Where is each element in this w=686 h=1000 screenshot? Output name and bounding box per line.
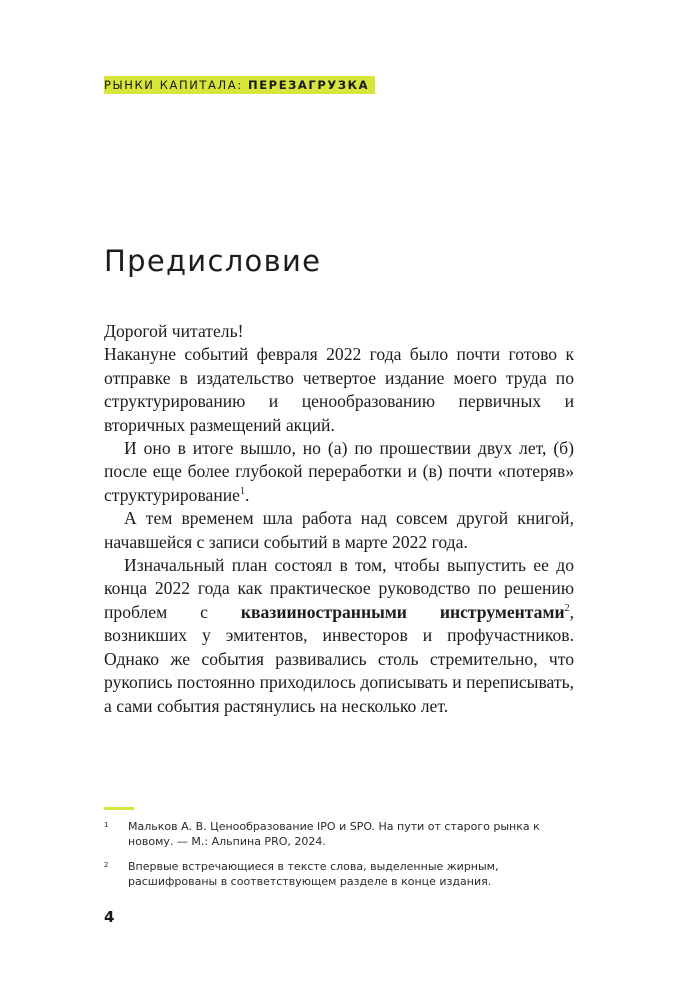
paragraph-greeting: Дорогой читатель! xyxy=(104,321,244,341)
footnote-ref-2[interactable]: 2 xyxy=(564,603,570,615)
glossary-term: квазииностранными инструментами xyxy=(240,601,565,622)
paragraph-2-end: . xyxy=(244,484,250,505)
running-head-book-title: ПЕРЕЗАГРУЗКА xyxy=(247,78,370,92)
footnote-1 xyxy=(104,819,574,849)
paragraph-1: Накануне событий февраля 2022 года было почти готово к отправке в издательство четвертое издание моего труда по структурированию и ценообразованию первичных и вторичных размещений акций. xyxy=(104,344,574,435)
footnote-ref-1[interactable]: 1 xyxy=(239,485,245,497)
running-head xyxy=(104,76,375,94)
paragraph-4-start: Изначальный план состоял в том, чтобы выпустить ее до конца 2022 года как практическое руководство по решению проблем с xyxy=(104,555,574,622)
footnote-text: Мальков А. В. Ценообразование IPO и SPO. На пути от старого рынка к новому. — М.: Альпина PRO, 2024. xyxy=(128,820,540,848)
footnote-number: 2 xyxy=(104,861,109,869)
body-text xyxy=(104,320,574,718)
footnotes xyxy=(104,819,574,899)
paragraph-2-text: И оно в итоге вышло, но (а) по прошествии двух лет, (б) после еще более глубокой переработки и (в) почти «потеряв» структурирование xyxy=(104,438,574,505)
page-number: 4 xyxy=(104,908,115,926)
footnote-number: 1 xyxy=(104,821,109,829)
running-head-series: РЫНКИ КАПИТАЛА: xyxy=(104,78,248,92)
footnote-text: Впервые встречающиеся в тексте слова, выделенные жирным, расшифрованы в соответствующем разделе в конце издания. xyxy=(128,860,499,888)
chapter-title: Предисловие xyxy=(104,244,322,278)
paragraph-3: А тем временем шла работа над совсем другой книгой, начавшейся с записи событий в марте 2022 года. xyxy=(104,508,574,552)
paragraph-2 xyxy=(104,437,574,507)
paragraph-4 xyxy=(104,554,574,718)
footnote-2 xyxy=(104,859,574,889)
footnote-divider xyxy=(104,807,134,810)
paragraph-4-end: , возникших у эмитентов, инвесторов и профучастников. Однако же события развивались столь стремительно, что рукопись постоянно приходилось дописывать и переписывать, а сами события растянулись на несколько лет. xyxy=(104,601,574,716)
